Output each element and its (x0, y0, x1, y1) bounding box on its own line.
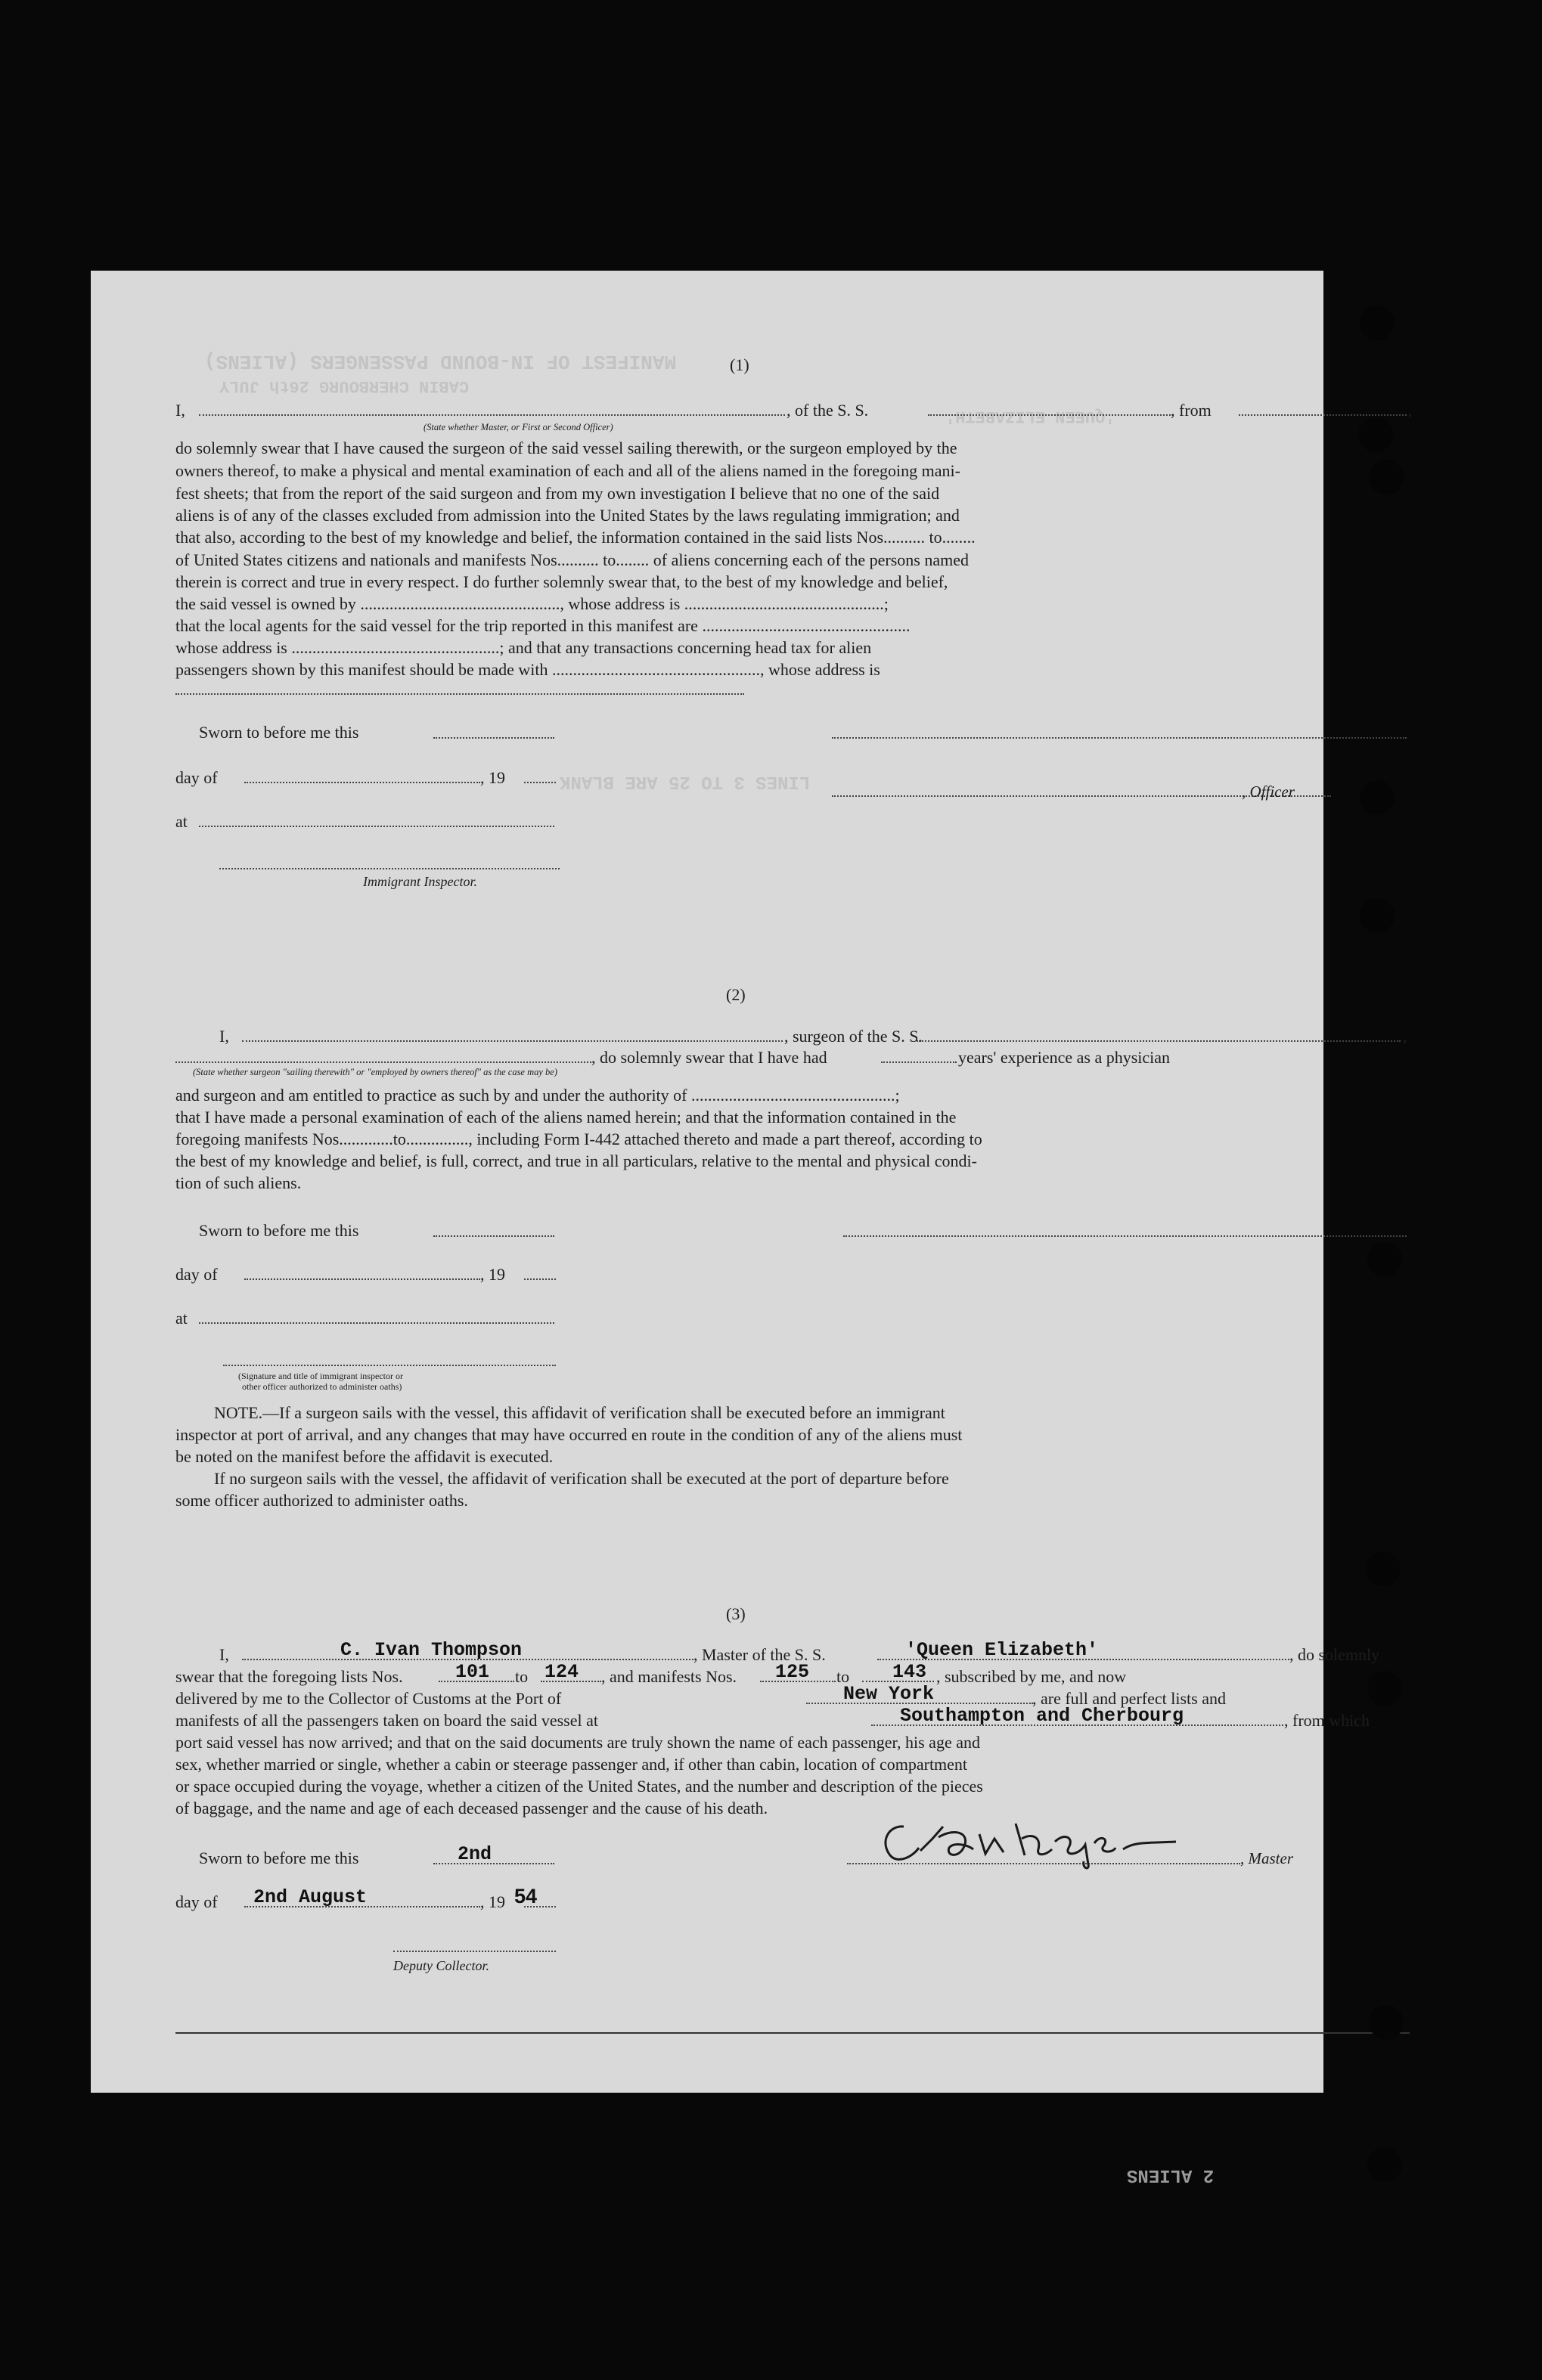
punch-hole-6 (1367, 1242, 1402, 1277)
punch-hole-3 (1369, 460, 1404, 494)
s2-signature-caption-2: other officer authorized to administer oaths) (242, 1381, 402, 1392)
s1-i-label: I, (175, 401, 185, 420)
s3-from-which-label: , from which (1284, 1711, 1370, 1730)
bottom-rule (175, 2032, 1410, 2034)
s2-signature-caption-1: (Signature and title of immigrant inspector or (238, 1371, 403, 1381)
s2-comma: , (1403, 1027, 1407, 1046)
s2-note-line-5: some officer authorized to administer oaths. (175, 1491, 468, 1510)
s3-master-label: , Master (1240, 1849, 1293, 1867)
s3-year-label: , 19 (480, 1892, 505, 1911)
punch-hole-8 (1367, 1671, 1402, 1706)
s3-boarded-label: manifests of all the passengers taken on board the said vessel at (175, 1711, 599, 1730)
bleed-through-title: MANIFEST OF IN-BOUND PASSENGERS (ALIENS) (204, 350, 677, 373)
s1-inspector-caption: Immigrant Inspector. (363, 874, 477, 889)
s2-sworn-label: Sworn to before me this (199, 1221, 359, 1240)
s3-sworn-day-field[interactable] (433, 1863, 554, 1864)
s2-inspector-signature-field[interactable] (223, 1365, 556, 1366)
s3-subscribed-label: , subscribed by me, and now (936, 1667, 1127, 1686)
s3-lists-to-label: to (515, 1667, 529, 1686)
s2-month-field[interactable] (244, 1278, 480, 1280)
s3-manifests-to-value: 143 (892, 1661, 927, 1683)
s1-line-3: fest sheets; that from the report of the said surgeon and from my own investigation I believe that no one of the said (175, 484, 940, 503)
s1-line-4: aliens is of any of the classes excluded from admission into the United States by the laws regulating immigration; and (175, 506, 960, 525)
s1-of-ss-label: , of the S. S. (787, 401, 869, 420)
s2-at-field[interactable] (199, 1322, 554, 1324)
manifest-page (91, 271, 1413, 2185)
s1-line-1: do solemnly swear that I have caused the surgeon of the said vessel sailing therewith, or the surgeon employed by the (175, 439, 957, 457)
punch-hole-1 (1360, 305, 1395, 340)
s2-year-field[interactable] (524, 1278, 556, 1280)
s2-years-label: years' experience as a physician (958, 1048, 1171, 1067)
s2-ship-field[interactable] (917, 1040, 1401, 1042)
s1-line-11: passengers shown by this manifest should be made with .................................................., whose address is (175, 660, 880, 679)
s3-sworn-label: Sworn to before me this (199, 1849, 359, 1867)
s3-line-2: sex, whether married or single, whether a cabin or steerage passenger and, if other than cabin, location of compartment (175, 1755, 968, 1774)
s1-year-field[interactable] (524, 782, 556, 783)
s1-officer-caption: (State whether Master, or First or Second Officer) (424, 422, 613, 432)
punch-hole-9 (1369, 2005, 1404, 2040)
s3-line-3: or space occupied during the voyage, whether a citizen of the United States, and the number and description of the pieces (175, 1777, 983, 1796)
s2-at-label: at (175, 1309, 188, 1328)
s1-line-10: whose address is ..................................................; and that any transactions concerning head tax for alien (175, 638, 872, 657)
section-2-number: (2) (726, 985, 746, 1004)
s1-line-8: the said vessel is owned by ................................................, whose address is ................................................; (175, 594, 889, 613)
s2-surgeon-signature-field[interactable] (843, 1235, 1407, 1237)
bleed-through-blank-lines: LINES 3 TO 25 ARE BLANK (560, 771, 811, 792)
bleed-through-aliens-count: 2 ALIENS (1127, 2165, 1215, 2185)
s2-surgeon-type-caption: (State whether surgeon "sailing therewith" or "employed by owners thereof" as the case may be) (193, 1067, 558, 1077)
s3-month-value: 2nd August (253, 1886, 368, 1908)
s2-sworn-day-field[interactable] (433, 1235, 554, 1237)
s1-line-7: therein is correct and true in every respect. I do further solemnly swear that, to the best of my knowledge and belief, (175, 572, 948, 591)
s2-note-line-2: inspector at port of arrival, and any changes that may have occurred en route in the condition of any of the aliens must (175, 1425, 963, 1444)
s1-officer-name-field[interactable] (199, 414, 785, 416)
s3-lists-from-value: 101 (455, 1661, 490, 1683)
s3-master-name-value: C. Ivan Thompson (340, 1639, 523, 1661)
section-1-number: (1) (730, 355, 749, 374)
s2-note-line-3: be noted on the manifest before the affidavit is executed. (175, 1447, 554, 1466)
s2-note-line-1: NOTE.—If a surgeon sails with the vessel, this affidavit of verification shall be executed before an immigrant (214, 1403, 945, 1422)
punch-hole-5 (1360, 898, 1395, 933)
s2-surgeon-type-field[interactable] (175, 1061, 591, 1063)
s3-full-perfect-label: , are full and perfect lists and (1032, 1689, 1226, 1708)
punch-hole-4 (1360, 780, 1395, 815)
punch-hole-10 (1367, 2147, 1402, 2182)
s2-surgeon-name-field[interactable] (242, 1040, 783, 1042)
s1-ship-field[interactable] (928, 414, 1174, 416)
s1-comma: , (1408, 401, 1413, 420)
s3-port-value: New York (843, 1683, 935, 1705)
s3-master-of-label: , Master of the S. S. (693, 1645, 826, 1664)
s1-month-field[interactable] (244, 782, 480, 783)
s2-year-label: , 19 (480, 1265, 505, 1284)
s2-i-label: I, (219, 1027, 229, 1046)
s1-at-field[interactable] (199, 826, 554, 827)
s3-port-label: delivered by me to the Collector of Customs at the Port of (175, 1689, 562, 1708)
s3-ship-value: 'Queen Elizabeth' (905, 1639, 1099, 1661)
master-signature (873, 1811, 1206, 1872)
s1-officer-signature-field[interactable] (832, 737, 1407, 739)
s3-sworn-day-value: 2nd (458, 1843, 492, 1865)
s3-deputy-signature-field[interactable] (393, 1951, 556, 1952)
s2-note-line-4: If no surgeon sails with the vessel, the affidavit of verification shall be executed at the port of departure before (214, 1469, 949, 1488)
s2-years-field[interactable] (881, 1061, 957, 1063)
s2-line-2: that I have made a personal examination of each of the aliens named herein; and that the information contained in the (175, 1108, 957, 1126)
s3-year-value: 54 (514, 1885, 538, 1907)
s3-departure-value: Southampton and Cherbourg (900, 1705, 1184, 1727)
s1-day-of-label: day of (175, 768, 218, 787)
s3-i-label: I, (219, 1645, 229, 1664)
s2-line-5: tion of such aliens. (175, 1173, 302, 1192)
section-3-number: (3) (726, 1604, 746, 1623)
s2-line-1: and surgeon and am entitled to practice as such by and under the authority of .................................................; (175, 1086, 900, 1105)
punch-hole-2 (1358, 417, 1393, 452)
s1-line-2: owners thereof, to make a physical and mental examination of each and all of the aliens named in the foregoing mani- (175, 461, 960, 480)
s1-at-label: at (175, 812, 188, 831)
s2-swear-label: , do solemnly swear that I have had (591, 1048, 827, 1067)
s1-inspector-signature-field[interactable] (219, 868, 560, 869)
s2-surgeon-of-label: , surgeon of the S. S. (784, 1027, 923, 1046)
bleed-through-ship: 'QUEEN ELIZABETH' (945, 407, 1115, 426)
s1-sworn-label: Sworn to before me this (199, 723, 359, 742)
s3-lists-label: swear that the foregoing lists Nos. (175, 1667, 403, 1686)
s1-year-label: , 19 (480, 768, 505, 787)
s3-deputy-caption: Deputy Collector. (393, 1958, 489, 1973)
s1-from-field[interactable] (1239, 414, 1407, 416)
s3-line-1: port said vessel has now arrived; and that on the said documents are truly shown the name of each passenger, his age and (175, 1733, 980, 1752)
s2-line-3: foregoing manifests Nos.............to..............., including Form I-442 attached thereto and made a part thereof, according to (175, 1130, 982, 1148)
s1-line-9: that the local agents for the said vessel for the trip reported in this manifest are .................................................. (175, 616, 911, 635)
s3-day-of-label: day of (175, 1892, 218, 1911)
bleed-through-subtitle: CABIN CHERBOURG 26th JULY (219, 377, 470, 395)
s3-manifests-from-value: 125 (775, 1661, 810, 1683)
s3-lists-to-value: 124 (545, 1661, 579, 1683)
s3-line-4: of baggage, and the name and age of each deceased passenger and the cause of his death. (175, 1799, 768, 1818)
punch-hole-7 (1366, 1551, 1401, 1586)
s2-line-4: the best of my knowledge and belief, is full, correct, and true in all particulars, relative to the mental and physical condi- (175, 1151, 977, 1170)
s1-officer-label: , Officer (1242, 782, 1295, 801)
s1-line-5: that also, according to the best of my knowledge and belief, the information contained in the said lists Nos.......... to........ (175, 528, 976, 547)
s1-address-continuation-field[interactable] (175, 693, 744, 695)
s3-manifests-label: , and manifests Nos. (601, 1667, 737, 1686)
s3-solemnly-label: , do solemnly (1289, 1645, 1380, 1664)
s1-from-label: , from (1171, 401, 1212, 420)
s1-sworn-day-field[interactable] (433, 737, 554, 739)
s2-day-of-label: day of (175, 1265, 218, 1284)
s3-manifests-to-label: to (836, 1667, 850, 1686)
s1-line-6: of United States citizens and nationals and manifests Nos.......... to........ of aliens concerning each of the persons named (175, 550, 970, 569)
